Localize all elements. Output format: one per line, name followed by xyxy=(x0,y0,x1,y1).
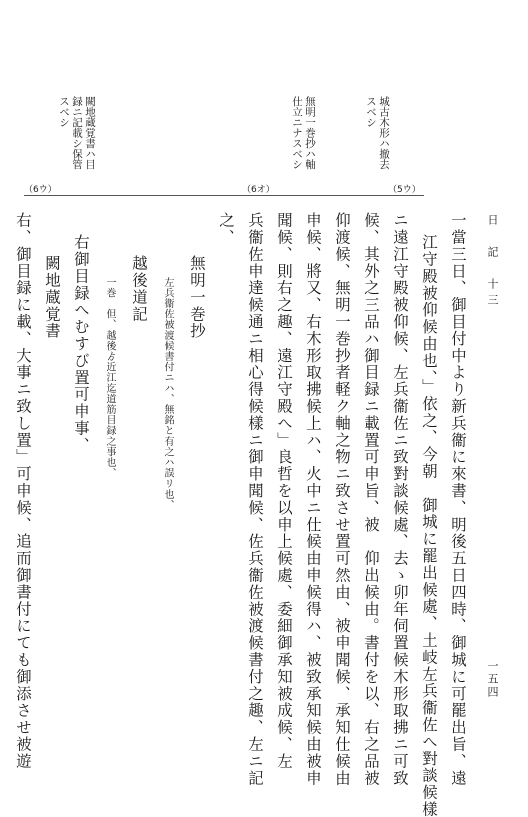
margin-note-6o: 無明一巻抄ハ軸仕立ニナスベシ xyxy=(291,96,316,170)
body-line: 右御目録へむすび置可申事、 xyxy=(72,233,90,454)
margin-note-5u: 城古木形ハ撤去スベシ xyxy=(365,96,390,170)
body-line: 江守殿被仰候由也、」依之、今朝 御城に罷出候處、土岐左兵衞佐へ對談候樣 xyxy=(420,233,438,817)
body-line: ニ遠江守殿被仰候、左兵衞佐ニ致對談候處、去ゝ卯年伺置候木形取拂ニ可致 xyxy=(391,212,409,787)
list-item-note: 一巻 但、越後ゟ近江迄道筋目録之事也、 xyxy=(104,277,115,479)
folio-label-5u: （5ウ） xyxy=(388,185,421,195)
page-number: 一五四 xyxy=(486,660,499,699)
annotation-divider xyxy=(24,195,424,196)
list-item-note: 左兵衞佐被渡候書付ニハ、無銘と有之ハ誤リ也、 xyxy=(162,277,173,511)
folio-label-6u: （6ウ） xyxy=(24,185,57,195)
margin-note-6u: 闕地蔵覚書ハ目録ニ記載シ保管スベシ xyxy=(58,96,96,170)
running-header: 日 記 十三 xyxy=(486,214,499,310)
body-line: 候、其外之三品ハ御目録ニ載置可申旨、被 仰出候由。書付を以、右之品被 xyxy=(362,212,380,787)
body-line: 申候、將又、右木形取拂候上ハ、火中ニ仕候由申候得ハ、被致承知候由被申 xyxy=(304,212,322,787)
folio-label-6o: （6オ） xyxy=(242,185,275,195)
list-item-title: 無明一巻抄 xyxy=(188,255,206,340)
body-line: 右、御目録に載、大事ニ致し置」可申候、追而御書付にても御添させ被遊 xyxy=(14,212,32,770)
body-line: 聞候、則右之趣、遠江守殿へ」良哲を以申上候處、委細御承知被成候、左 xyxy=(275,212,293,770)
list-item-title: 越後道記 xyxy=(130,255,148,323)
body-line: 仰渡候、無明一巻抄者軽ク軸之物ニ致させ置可然由、被申聞候、承知仕候由 xyxy=(333,212,351,787)
body-line: 一當三日、御目付中より新兵衞に來書、明後五日四時、御城に可罷出旨、遠 xyxy=(449,212,467,787)
list-item-title: 闕地蔵覚書 xyxy=(43,255,61,340)
body-line: 兵衞佐申達候通ニ相心得候樣ニ御申聞候、佐兵衞佐被渡候書付之趣、左ニ記 xyxy=(246,212,264,787)
body-text xyxy=(14,212,472,817)
body-line: 之、 xyxy=(217,212,235,246)
